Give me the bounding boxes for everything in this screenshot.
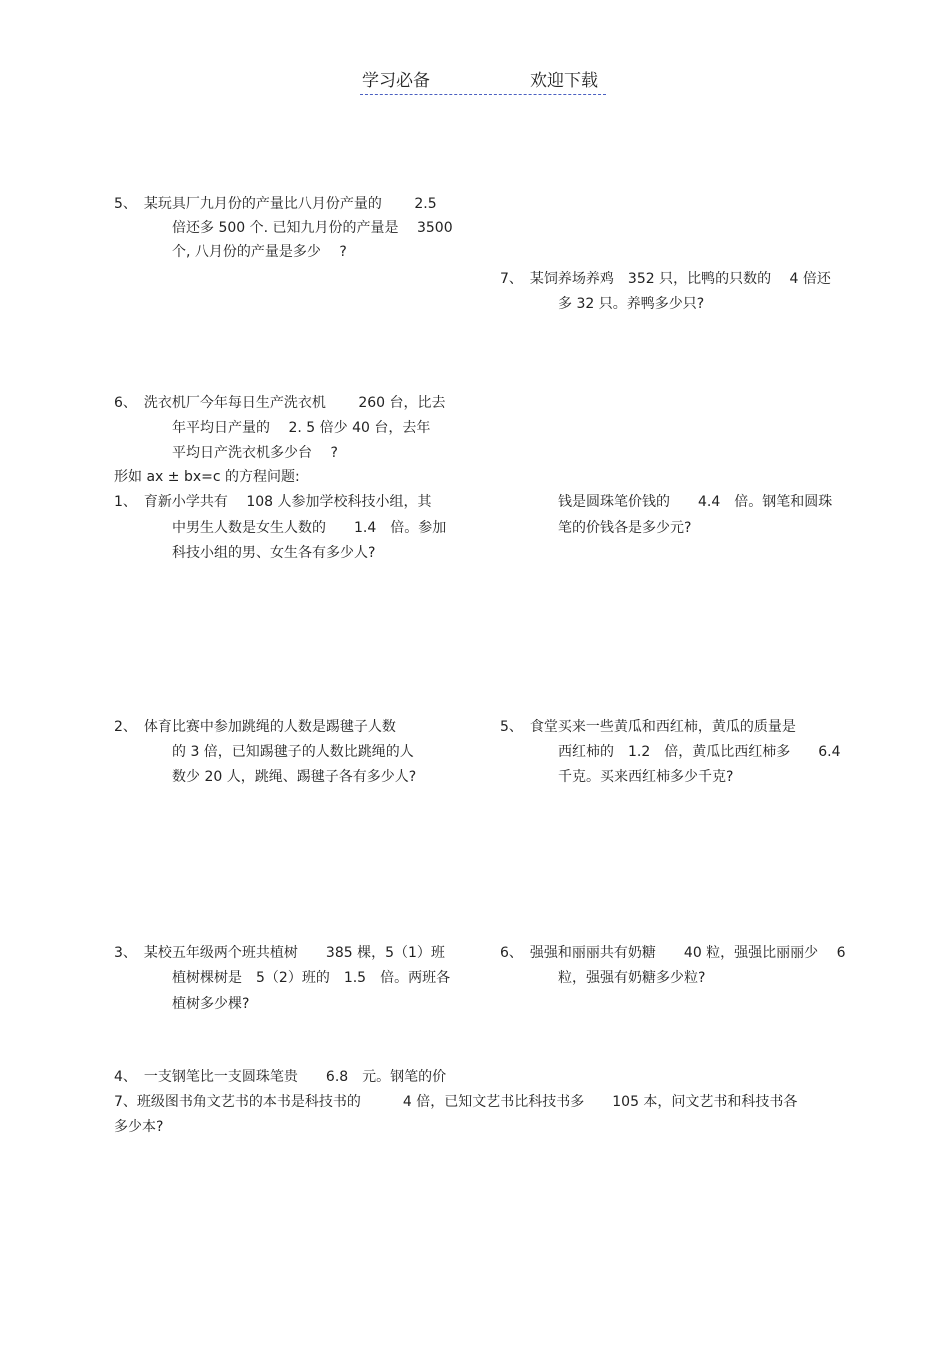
problem-5-line-1: 5、 某玩具厂九月份的产量比八月份产量的 2.5 (114, 196, 437, 212)
question-7-line-1: 7、班级图书角文艺书的本书是科技书的 4 倍，已知文艺书比科技书多 105 本，问文艺书和科技书各 (114, 1094, 798, 1110)
problem-7-right-line-1: 7、 某饲养场养鸡 352 只，比鸭的只数的 4 倍还 (500, 271, 831, 287)
question-5-right-line-1: 5、 食堂买来一些黄瓜和西红柿，黄瓜的质量是 (500, 719, 796, 735)
page-header (360, 70, 606, 95)
question-2-line-1: 2、 体育比赛中参加跳绳的人数是踢毽子人数 (114, 719, 396, 735)
question-5-right-line-3: 千克。买来西红柿多少千克? (558, 769, 734, 785)
question-6-right-line-1: 6、 强强和丽丽共有奶糖 40 粒，强强比丽丽少 6 (500, 945, 846, 961)
question-2-line-3: 数少 20 人，跳绳、踢毽子各有多少人? (172, 769, 417, 785)
question-4-continuation-line-1: 钱是圆珠笔价钱的 4.4 倍。钢笔和圆珠 (558, 494, 833, 510)
question-3-line-2: 植树棵树是 5（2）班的 1.5 倍。两班各 (172, 970, 451, 986)
question-1-line-2: 中男生人数是女生人数的 1.4 倍。参加 (172, 520, 447, 536)
problem-5-line-3: 个, 八月份的产量是多少 ? (172, 244, 347, 260)
header-left-text: 学习必备 (362, 71, 430, 91)
question-2-line-2: 的 3 倍，已知踢毽子的人数比跳绳的人 (172, 744, 414, 760)
question-4-continuation-line-2: 笔的价钱各是多少元? (558, 520, 692, 536)
question-6-right-line-2: 粒，强强有奶糖多少粒? (558, 970, 706, 986)
problem-6-line-3: 平均日产洗衣机多少台 ? (172, 445, 338, 461)
problem-5-line-2: 倍还多 500 个. 已知九月份的产量是 3500 (172, 220, 453, 236)
question-7-line-2: 多少本? (114, 1119, 164, 1135)
question-3-line-1: 3、 某校五年级两个班共植树 385 棵，5（1）班 (114, 945, 445, 961)
question-1-line-3: 科技小组的男、女生各有多少人? (172, 545, 376, 561)
question-4-line-1: 4、 一支钢笔比一支圆珠笔贵 6.8 元。钢笔的价 (114, 1069, 447, 1085)
question-1-line-1: 1、 育新小学共有 108 人参加学校科技小组，其 (114, 494, 432, 510)
problem-7-right-line-2: 多 32 只。养鸭多少只? (558, 296, 705, 312)
header-right-text: 欢迎下载 (530, 71, 598, 91)
question-5-right-line-2: 西红柿的 1.2 倍，黄瓜比西红柿多 6.4 (558, 744, 841, 760)
question-3-line-3: 植树多少棵? (172, 996, 250, 1012)
section-heading: 形如 ax ± bx=c 的方程问题: (114, 469, 300, 485)
problem-6-line-1: 6、 洗衣机厂今年每日生产洗衣机 260 台，比去 (114, 395, 446, 411)
problem-6-line-2: 年平均日产量的 2. 5 倍少 40 台，去年 (172, 420, 431, 436)
